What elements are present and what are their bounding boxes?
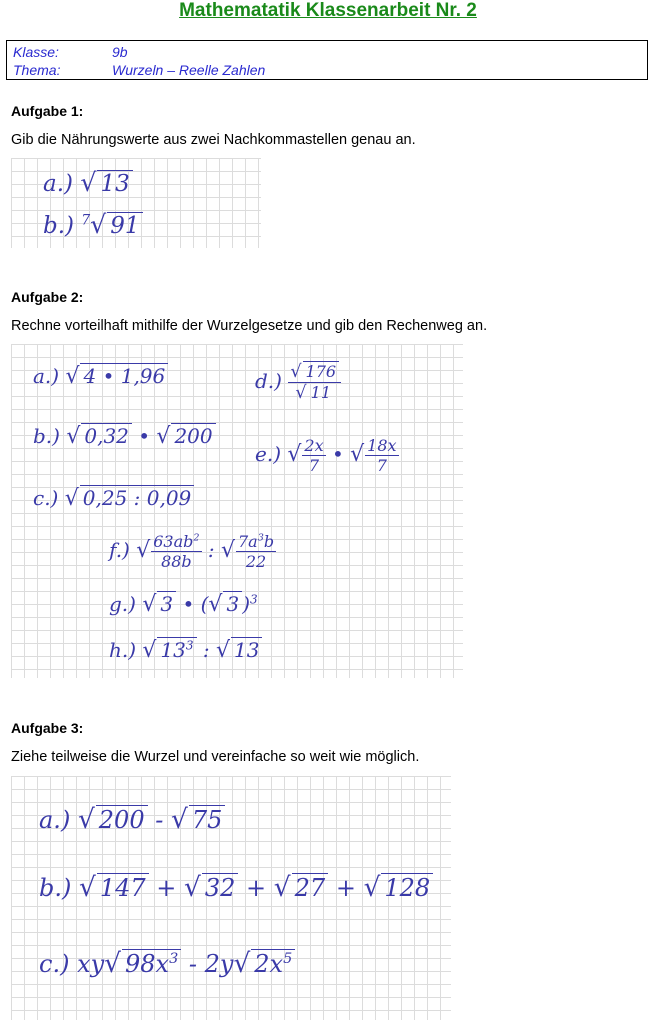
radicand: 200 bbox=[171, 423, 215, 448]
radical-icon: √ bbox=[65, 364, 80, 389]
radicand: 147 bbox=[97, 873, 149, 902]
topic-label: Thema: bbox=[13, 62, 61, 78]
item-label: b.) bbox=[43, 213, 75, 239]
denominator: 11 bbox=[308, 382, 334, 402]
radical-icon: √ bbox=[66, 424, 81, 449]
task3-instruction: Ziehe teilweise die Wurzel und vereinfache so weit wie möglich. bbox=[11, 749, 420, 765]
radicand: 13 bbox=[231, 637, 262, 662]
radical-icon: √ bbox=[156, 424, 171, 449]
coefficient: xy bbox=[77, 950, 105, 978]
task2-item-e bbox=[255, 436, 399, 475]
radical-icon: √ bbox=[295, 383, 307, 403]
radicand: 91 bbox=[107, 212, 142, 239]
task2-item-g: g.) √ 3 • (√ 3 )$^3$ bbox=[109, 592, 258, 617]
task2-item-a bbox=[33, 364, 168, 389]
task2-item-d bbox=[255, 362, 341, 403]
task3-item-a bbox=[39, 804, 225, 835]
radical-icon: √ bbox=[350, 442, 365, 467]
radicand: 0,25 : 0,09 bbox=[80, 485, 195, 510]
item-label: b.) bbox=[33, 424, 60, 448]
task1-item-b bbox=[43, 210, 143, 239]
task1-instruction: Gib die Nährungswerte aus zwei Nachkommastellen genau an. bbox=[11, 132, 416, 148]
task2-heading: Aufgabe 2: bbox=[11, 289, 84, 305]
operator: + bbox=[335, 874, 356, 902]
radical-icon: √ bbox=[64, 486, 79, 511]
radicand: 0,32 bbox=[81, 423, 132, 448]
task2-grid bbox=[11, 344, 463, 678]
class-value: 9b bbox=[112, 44, 128, 60]
coefficient: 2y bbox=[204, 950, 234, 978]
item-label: c.) bbox=[39, 950, 70, 978]
radical-icon: √ bbox=[136, 538, 151, 563]
radical-icon: √ bbox=[170, 804, 188, 835]
operator: - bbox=[188, 950, 197, 978]
radical-icon: √ bbox=[80, 168, 97, 197]
item-label: d.) bbox=[255, 369, 282, 393]
radicand: 3 bbox=[223, 591, 242, 616]
radicand: 200 bbox=[96, 805, 148, 834]
radical-icon: √ bbox=[290, 362, 302, 382]
radical-icon: √ bbox=[77, 804, 95, 835]
radical-icon: √ bbox=[90, 210, 107, 239]
task1-item-a bbox=[43, 168, 133, 197]
numerator: 176 bbox=[303, 361, 340, 381]
task2-item-c bbox=[33, 486, 194, 511]
fraction: $\frac{2x}{7}$ bbox=[304, 436, 324, 475]
operator: : bbox=[202, 638, 210, 662]
item-label: f.) bbox=[109, 538, 130, 562]
radical-icon: √ bbox=[273, 872, 291, 903]
radical-icon: √ bbox=[104, 948, 121, 979]
radicand: 32 bbox=[202, 873, 239, 902]
item-label: a.) bbox=[43, 171, 73, 197]
radical-icon: √ bbox=[142, 592, 157, 617]
item-label: g.) bbox=[109, 592, 136, 616]
operator: • bbox=[331, 442, 344, 466]
fraction: $\frac{63ab^2}{88b}$ bbox=[153, 532, 200, 571]
fraction bbox=[288, 362, 341, 403]
task3-heading: Aufgabe 3: bbox=[11, 720, 84, 736]
item-label: b.) bbox=[39, 874, 72, 902]
task1-heading: Aufgabe 1: bbox=[11, 103, 84, 119]
radicand: 75 bbox=[189, 805, 226, 834]
radical-icon: √ bbox=[208, 592, 223, 617]
radical-icon: √ bbox=[142, 638, 157, 663]
operator: - bbox=[155, 806, 164, 834]
item-label: e.) bbox=[255, 442, 281, 466]
radical-icon: √ bbox=[363, 872, 381, 903]
radical-icon: √ bbox=[184, 872, 201, 903]
item-label: a.) bbox=[39, 806, 71, 834]
radicand: 4 • 1,96 bbox=[80, 363, 168, 388]
operator: + bbox=[156, 874, 177, 902]
task3-item-c: c.) xy√ $98x^3 - 2y√$ $2x^5$ bbox=[39, 948, 295, 979]
fraction: $\frac{18x}{7}$ bbox=[367, 436, 397, 475]
radicand: 27 bbox=[292, 873, 329, 902]
task1-grid bbox=[11, 158, 261, 248]
operator: • bbox=[138, 424, 151, 448]
radical-icon: √ bbox=[287, 442, 302, 467]
radical-icon: √ bbox=[79, 872, 96, 903]
task3-item-b bbox=[39, 872, 433, 903]
operator: + bbox=[246, 874, 267, 902]
radical-icon: √ bbox=[233, 948, 251, 979]
task2-item-f bbox=[109, 532, 276, 571]
radicand: 13 bbox=[97, 170, 132, 197]
fraction: $\frac{7a^3b}{22}$ bbox=[238, 532, 275, 571]
task2-instruction: Rechne vorteilhaft mithilfe der Wurzelgesetze und gib den Rechenweg an. bbox=[11, 318, 488, 334]
radical-icon: √ bbox=[220, 538, 235, 563]
root-index: 7 bbox=[81, 212, 91, 229]
task2-item-b bbox=[33, 424, 216, 449]
task2-item-h: h.) √ $13^3$ : √ 13 bbox=[109, 638, 262, 663]
operator: • bbox=[182, 592, 195, 616]
radicand: 3 bbox=[157, 591, 176, 616]
radicand: 128 bbox=[381, 873, 433, 902]
item-label: a.) bbox=[33, 364, 60, 388]
task3-grid bbox=[11, 776, 451, 1020]
item-label: h.) bbox=[109, 638, 137, 662]
exponent: 3 bbox=[250, 592, 258, 607]
class-label: Klasse: bbox=[13, 44, 59, 60]
topic-value: Wurzeln – Reelle Zahlen bbox=[112, 62, 266, 78]
item-label: c.) bbox=[33, 486, 59, 510]
operator: : bbox=[207, 538, 215, 562]
page-title: Mathematatik Klassenarbeit Nr. 2 bbox=[179, 0, 477, 21]
info-box bbox=[6, 40, 648, 80]
radical-icon: √ bbox=[216, 638, 231, 663]
